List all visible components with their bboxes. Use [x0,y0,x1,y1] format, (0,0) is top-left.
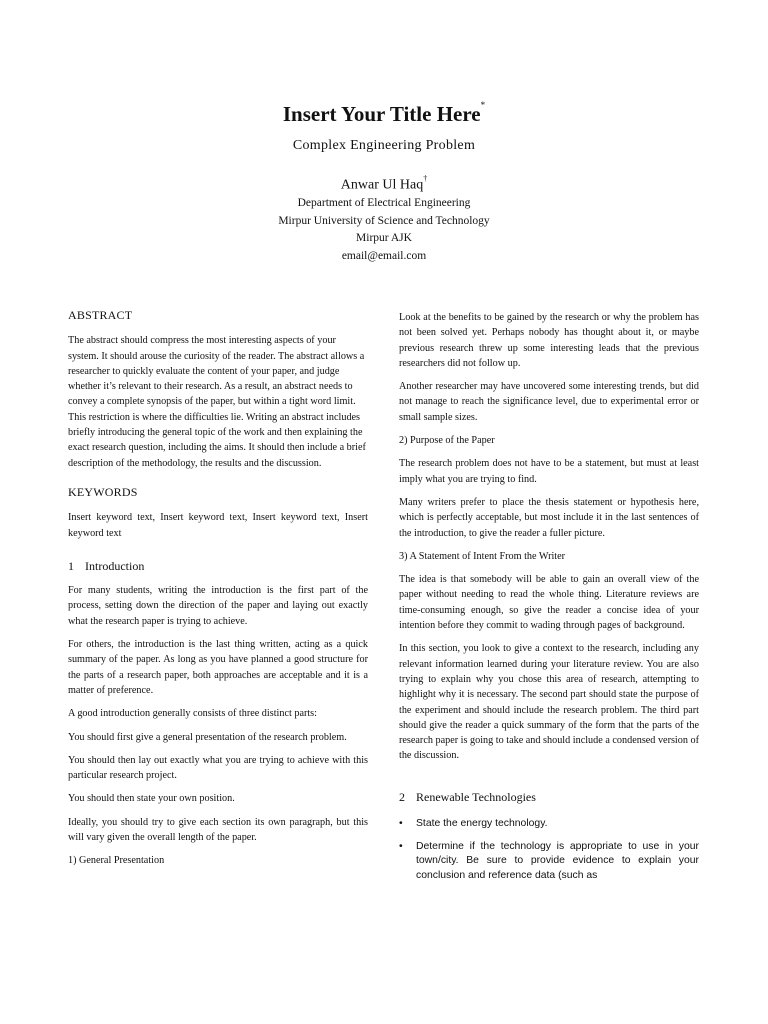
keywords-text: Insert keyword text, Insert keyword text, Insert keyword text, Insert keyword text [68,512,368,539]
intro-paragraph: Ideally, you should try to give each section its own paragraph, but this will vary given the overall length of the paper. [68,816,368,844]
author-affiliation [0,195,768,265]
body-paragraph: In this section, you look to give a context to the research, including any relevant information learned during your literature review. You are also trying to explain why you chose this area of research, attempting to highlight why it is necessary. The second part should state the purpose of the experiment and should include the research problem. The third part should give the reader a quick summary of the form that the parts of the research paper is going to take and should include a condensed version of the discussion. [399,643,699,762]
subheading-statement-of-intent: 3) A Statement of Intent From the Writer [399,550,566,562]
body-paragraph: Look at the benefits to be gained by the research or why the problem has not been solved yet. Perhaps nobody has thought about it, or maybe previous research threw up some interesting leads that the previous researchers did not follow up. [399,312,699,369]
body-paragraph: The idea is that somebody will be able to gain an overall view of the paper without needing to read the whole thing. Literature reviews are time-consuming enough, so give the reader a concise idea of your intention before they commit to wading through pages of background. [399,574,699,632]
paper-title-text: Insert Your Title Here [282,102,481,126]
intro-paragraph: You should first give a general presentation of the research problem. [68,731,347,743]
author-name [0,176,768,194]
abstract-text: The abstract should compress the most interesting aspects of your system. It should arouse the curiosity of the reader. The abstract allows a researcher to quickly evaluate the content of your paper, and judge whether it’s relevant to their research. As a result, an abstract needs to convey a complete synopsis of the paper, but within a tight word limit. This restriction is where the difficulties lie. Writing an abstract includes briefly introducing the general topic of the work and then explaining the exact research question, including the aims. It should then include a brief description of the methodology, the results and the discussion. [68,335,366,469]
right-column [399,310,699,891]
subheading-purpose: 2) Purpose of the Paper [399,435,495,447]
body-paragraph: Many writers prefer to place the thesis statement or hypothesis here, which is perfectly acceptable, but most include it in the last sentences of the introduction, to give the reader a fuller picture. [399,496,699,539]
section-2-heading [399,790,699,805]
abstract-heading: ABSTRACT [68,308,133,322]
section-1-heading [68,559,368,574]
intro-paragraph: You should then lay out exactly what you are trying to achieve with this particular research project. [68,754,368,782]
section-2-title: Renewable Technologies [416,789,536,804]
affiliation-department: Department of Electrical Engineering [297,197,471,209]
paper-title [0,102,768,127]
bullet-list [399,817,699,883]
bullet-icon: • [399,818,403,830]
subheading-general-presentation: 1) General Presentation [68,855,165,867]
intro-paragraph: For others, the introduction is the last thing written, acting as a quick summary of the paper. As long as you have planned a good structure for the parts of a research paper, both approaches are acceptable and it is a matter of preference. [68,639,368,696]
author-footnote-mark: † [423,174,428,183]
list-item-text: State the energy technology. [416,818,548,830]
list-item [399,840,699,884]
author-name-text: Anwar Ul Haq [340,177,424,193]
intro-paragraph: You should then state your own position. [68,793,235,805]
section-1-number: 1 [68,558,74,573]
intro-paragraph: For many students, writing the introduction is the first part of the process, setting down the direction of the paper and laying out exactly what the research paper is trying to achieve. [68,585,368,627]
affiliation-email: email@email.com [341,249,427,262]
section-2-number: 2 [399,789,405,804]
title-footnote-mark: * [480,100,486,110]
list-item-text: Determine if the technology is appropriate to use in your town/city. Be sure to provide evidence to explain your conclusion and reference data (such as [416,840,699,881]
intro-paragraph: A good introduction generally consists of three distinct parts: [68,708,317,720]
list-item [399,817,699,832]
body-paragraph: The research problem does not have to be a statement, but must at least imply what you are trying to find. [399,458,699,485]
body-paragraph: Another researcher may have uncovered some interesting trends, but did not manage to reach the significance level, due to experimental error or small sample sizes. [399,381,699,423]
affiliation-university: Mirpur University of Science and Technology [278,214,490,227]
bullet-icon: • [399,840,403,852]
section-1-title: Introduction [85,558,145,573]
keywords-heading: KEYWORDS [68,484,138,499]
affiliation-city: Mirpur AJK [356,232,412,244]
paper-subtitle: Complex Engineering Problem [292,138,476,153]
left-column [68,308,368,877]
